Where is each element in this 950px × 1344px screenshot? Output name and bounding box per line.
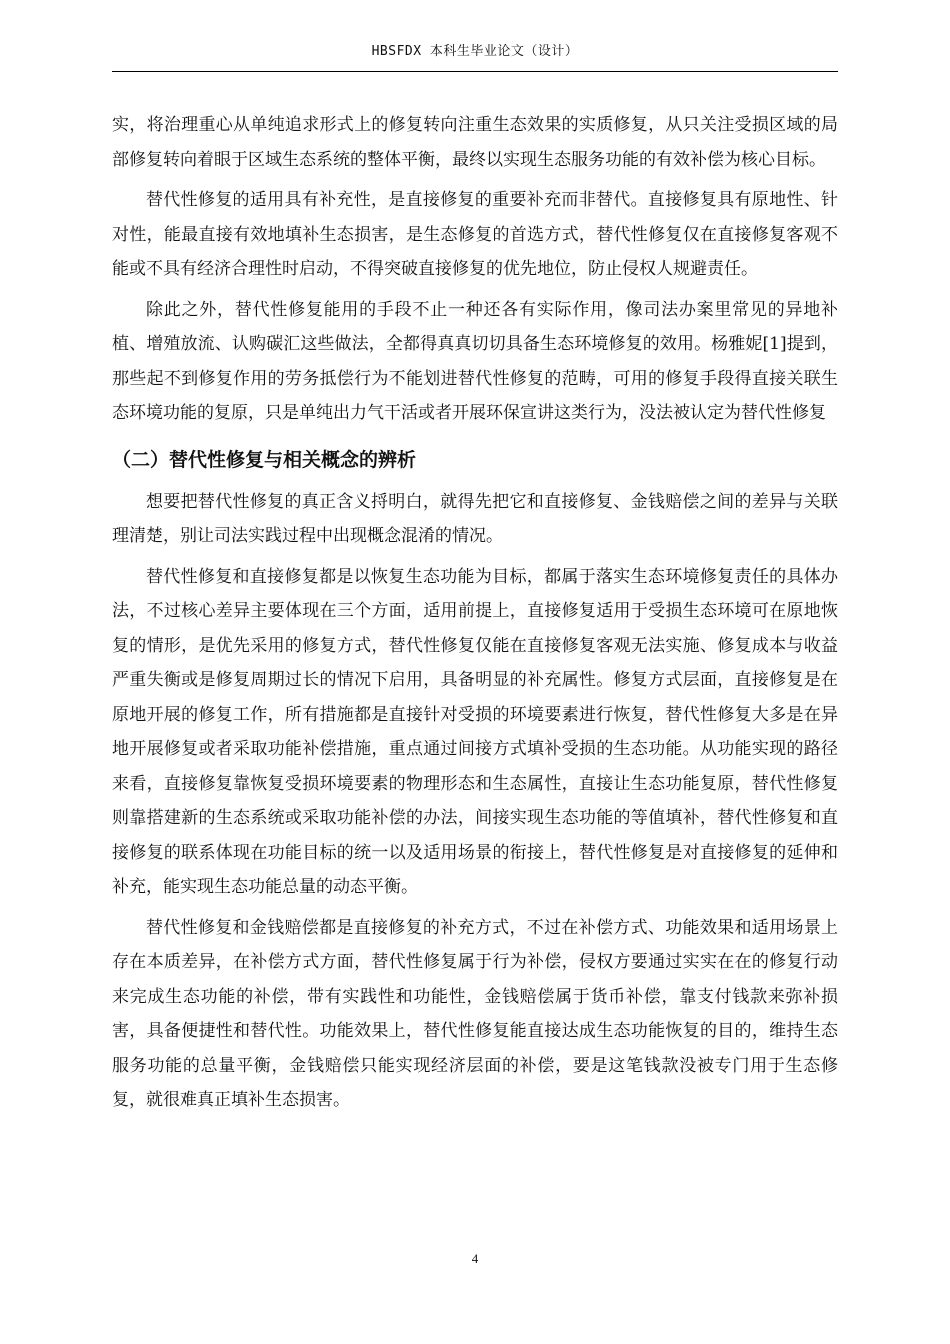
- header-rule: [112, 71, 838, 72]
- section-heading: （二）替代性修复与相关概念的辨析: [112, 448, 417, 471]
- running-header: HBSFDX 本科生毕业论文（设计）: [371, 44, 579, 59]
- paragraph: 替代性修复和直接修复都是以恢复生态功能为目标，都属于落实生态环境修复责任的具体办法，不过核心差异主要体现在三个方面，适用前提上，直接修复适用于受损生态环境可在原地恢复的情形，是优先采用的修复方式，替代性修复仅能在直接修复客观无法实施、修复成本与收益严重失衡或是修复周期过长的情况下启用，具备明显的补充属性。修复方式层面，直接修复是在原地开展的修复工作，所有措施都是直接针对受损的环境要素进行恢复，替代性修复大多是在异地开展修复或者采取功能补偿措施，重点通过间接方式填补受损的生态功能。从功能实现的路径来看，直接修复靠恢复受损环境要素的物理形态和生态属性，直接让生态功能复原，替代性修复则靠搭建新的生态系统或采取功能补偿的办法，间接实现生态功能的等值填补，替代性修复和直接修复的联系体现在功能目标的统一以及适用场景的衔接上，替代性修复是对直接修复的延伸和补充，能实现生态功能总量的动态平衡。: [112, 566, 838, 897]
- page-number: 4: [471, 1251, 479, 1266]
- paragraph-continuation: 实，将治理重心从单纯追求形式上的修复转向注重生态效果的实质修复，从只关注受损区域的局部修复转向着眼于区域生态系统的整体平衡，最终以实现生态服务功能的有效补偿为核心目标。: [112, 115, 838, 170]
- paragraph: 除此之外，替代性修复能用的手段不止一种还各有实际作用，像司法办案里常见的异地补植、增殖放流、认购碳汇这些做法，全都得真真切切具备生态环境修复的效用。杨雅妮[1]提到，那些起不到修复作用的劳务抵偿行为不能划进替代性修复的范畴，可用的修复手段得直接关联生态环境功能的复原，只是单纯出力气干活或者开展环保宣讲这类行为，没法被认定为替代性修复: [112, 299, 838, 423]
- paragraph: 想要把替代性修复的真正含义捋明白，就得先把它和直接修复、金钱赔偿之间的差异与关联理清楚，别让司法实践过程中出现概念混淆的情况。: [112, 491, 838, 546]
- paragraph: 替代性修复和金钱赔偿都是直接修复的补充方式，不过在补偿方式、功能效果和适用场景上存在本质差异，在补偿方式方面，替代性修复属于行为补偿，侵权方要通过实实在在的修复行动来完成生态功能的补偿，带有实践性和功能性，金钱赔偿属于货币补偿，靠支付钱款来弥补损害，具备便捷性和替代性。功能效果上，替代性修复能直接达成生态功能恢复的目的，维持生态服务功能的总量平衡，金钱赔偿只能实现经济层面的补偿，要是这笔钱款没被专门用于生态修复，就很难真正填补生态损害。: [112, 917, 838, 1110]
- paragraph: 替代性修复的适用具有补充性，是直接修复的重要补充而非替代。直接修复具有原地性、针对性，能最直接有效地填补生态损害，是生态修复的首选方式，替代性修复仅在直接修复客观不能或不具有经济合理性时启动，不得突破直接修复的优先地位，防止侵权人规避责任。: [112, 190, 838, 279]
- page-body: [112, 108, 838, 1124]
